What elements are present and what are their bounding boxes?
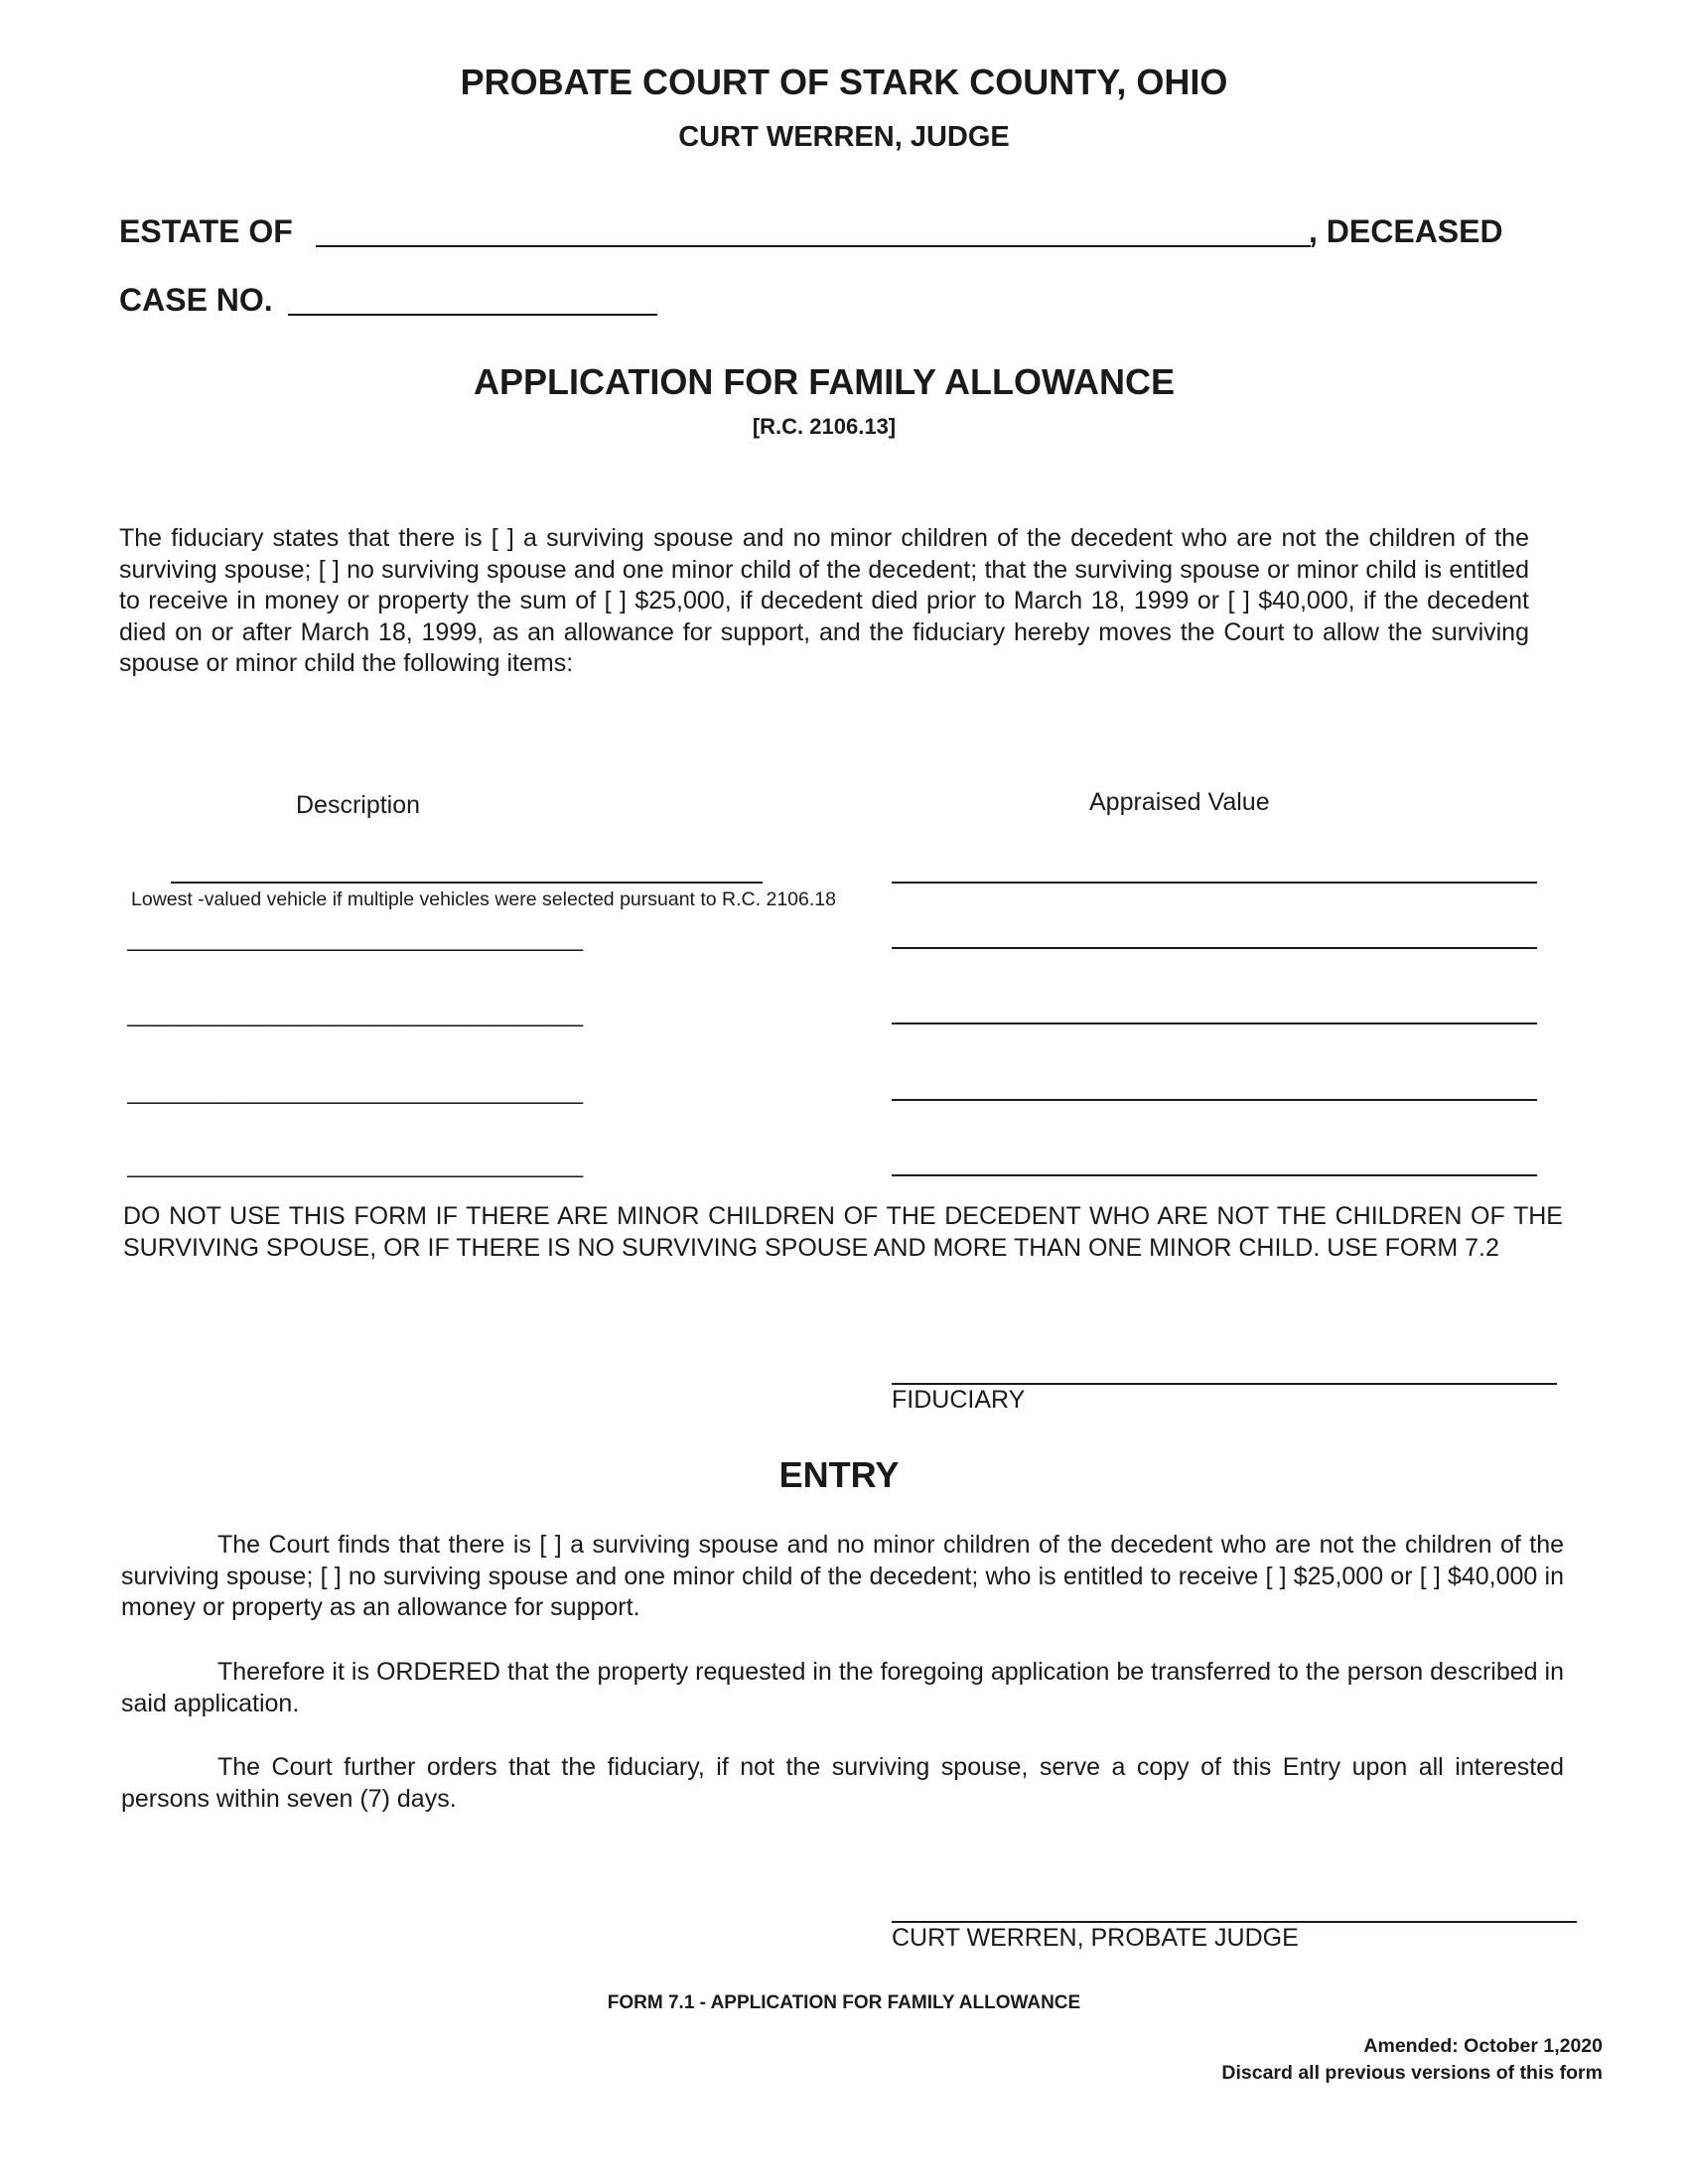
description-field-4[interactable]: ______________________________________ — [127, 1078, 582, 1105]
description-field-2[interactable]: ______________________________________ — [127, 925, 582, 952]
estate-label: ESTATE OF — [119, 213, 293, 249]
entry-heading: ENTRY — [778, 1454, 900, 1495]
judge-signature-label: CURT WERREN, PROBATE JUDGE — [892, 1924, 1299, 1952]
value-field-1[interactable] — [892, 882, 1537, 884]
entry-finding: The Court finds that there is [ ] a surviving spouse and no minor children of the decedent who are not the children of the surviving spouse; [ ] no surviving spouse and one minor child of the decedent; who is entitled to receive [ ] $25,000 or [ ] $40,000 in money or property as an allowance for support. — [121, 1531, 1564, 1621]
fiduciary-signature-line[interactable] — [892, 1383, 1557, 1385]
description-field-5[interactable]: ______________________________________ — [127, 1152, 582, 1178]
deceased-label: , DECEASED — [1309, 213, 1503, 249]
statute-reference: [R.C. 2106.13] — [752, 414, 897, 439]
entry-order: Therefore it is ORDERED that the property requested in the foregoing application be transferred to the person described in said application. — [121, 1658, 1564, 1717]
appraised-value-column-header: Appraised Value — [1089, 788, 1270, 816]
fiduciary-label: FIDUCIARY — [892, 1386, 1026, 1414]
form-title: APPLICATION FOR FAMILY ALLOWANCE — [473, 361, 1175, 402]
case-number-field[interactable] — [288, 314, 657, 316]
application-statement: The fiduciary states that there is [ ] a surviving spouse and no minor children of the decedent who are not the children of the surviving spouse; [ ] no surviving spouse and one minor child of the decedent; that the surviving spouse or minor child is entitled to receive in money or property the sum of [ ] $25,000, if decedent died prior to March 18, 1999 or [ ] $40,000, if the decedent died on or after March 18, 1999, as an allowance for support, and the fiduciary hereby moves the Court to allow the surviving spouse or minor child the following items: — [119, 524, 1529, 677]
warning-notice: DO NOT USE THIS FORM IF THERE ARE MINOR CHILDREN OF THE DECEDENT WHO ARE NOT THE CHILDREN OF THE SURVIVING SPOUSE, OR IF THERE IS NO SURVIVING SPOUSE AND MORE THAN ONE MINOR CHILD. USE FORM 7.2 — [123, 1202, 1563, 1262]
judge-title: CURT WERREN, JUDGE — [678, 121, 1010, 153]
value-field-4[interactable] — [892, 1099, 1537, 1101]
description-column-header: Description — [296, 791, 421, 819]
estate-name-field[interactable] — [316, 245, 1311, 247]
vehicle-note: Lowest -valued vehicle if multiple vehicles were selected pursuant to R.C. 2106.18 — [131, 888, 836, 910]
entry-service-order: The Court further orders that the fiduciary, if not the surviving spouse, serve a copy of this Entry upon all interested persons within seven (7) days. — [121, 1753, 1564, 1813]
discard-notice: Discard all previous versions of this form — [1221, 2062, 1603, 2084]
form-footer-name: FORM 7.1 - APPLICATION FOR FAMILY ALLOWANCE — [607, 1992, 1081, 2013]
description-field-3[interactable]: ______________________________________ — [127, 1001, 582, 1027]
amended-date: Amended: October 1,2020 — [1363, 2035, 1603, 2057]
case-number-label: CASE NO. — [119, 282, 273, 318]
court-title: PROBATE COURT OF STARK COUNTY, OHIO — [460, 62, 1228, 102]
value-field-5[interactable] — [892, 1174, 1537, 1176]
description-field-1[interactable] — [171, 882, 763, 884]
judge-signature-line[interactable] — [892, 1921, 1577, 1923]
value-field-2[interactable] — [892, 947, 1537, 949]
value-field-3[interactable] — [892, 1023, 1537, 1024]
